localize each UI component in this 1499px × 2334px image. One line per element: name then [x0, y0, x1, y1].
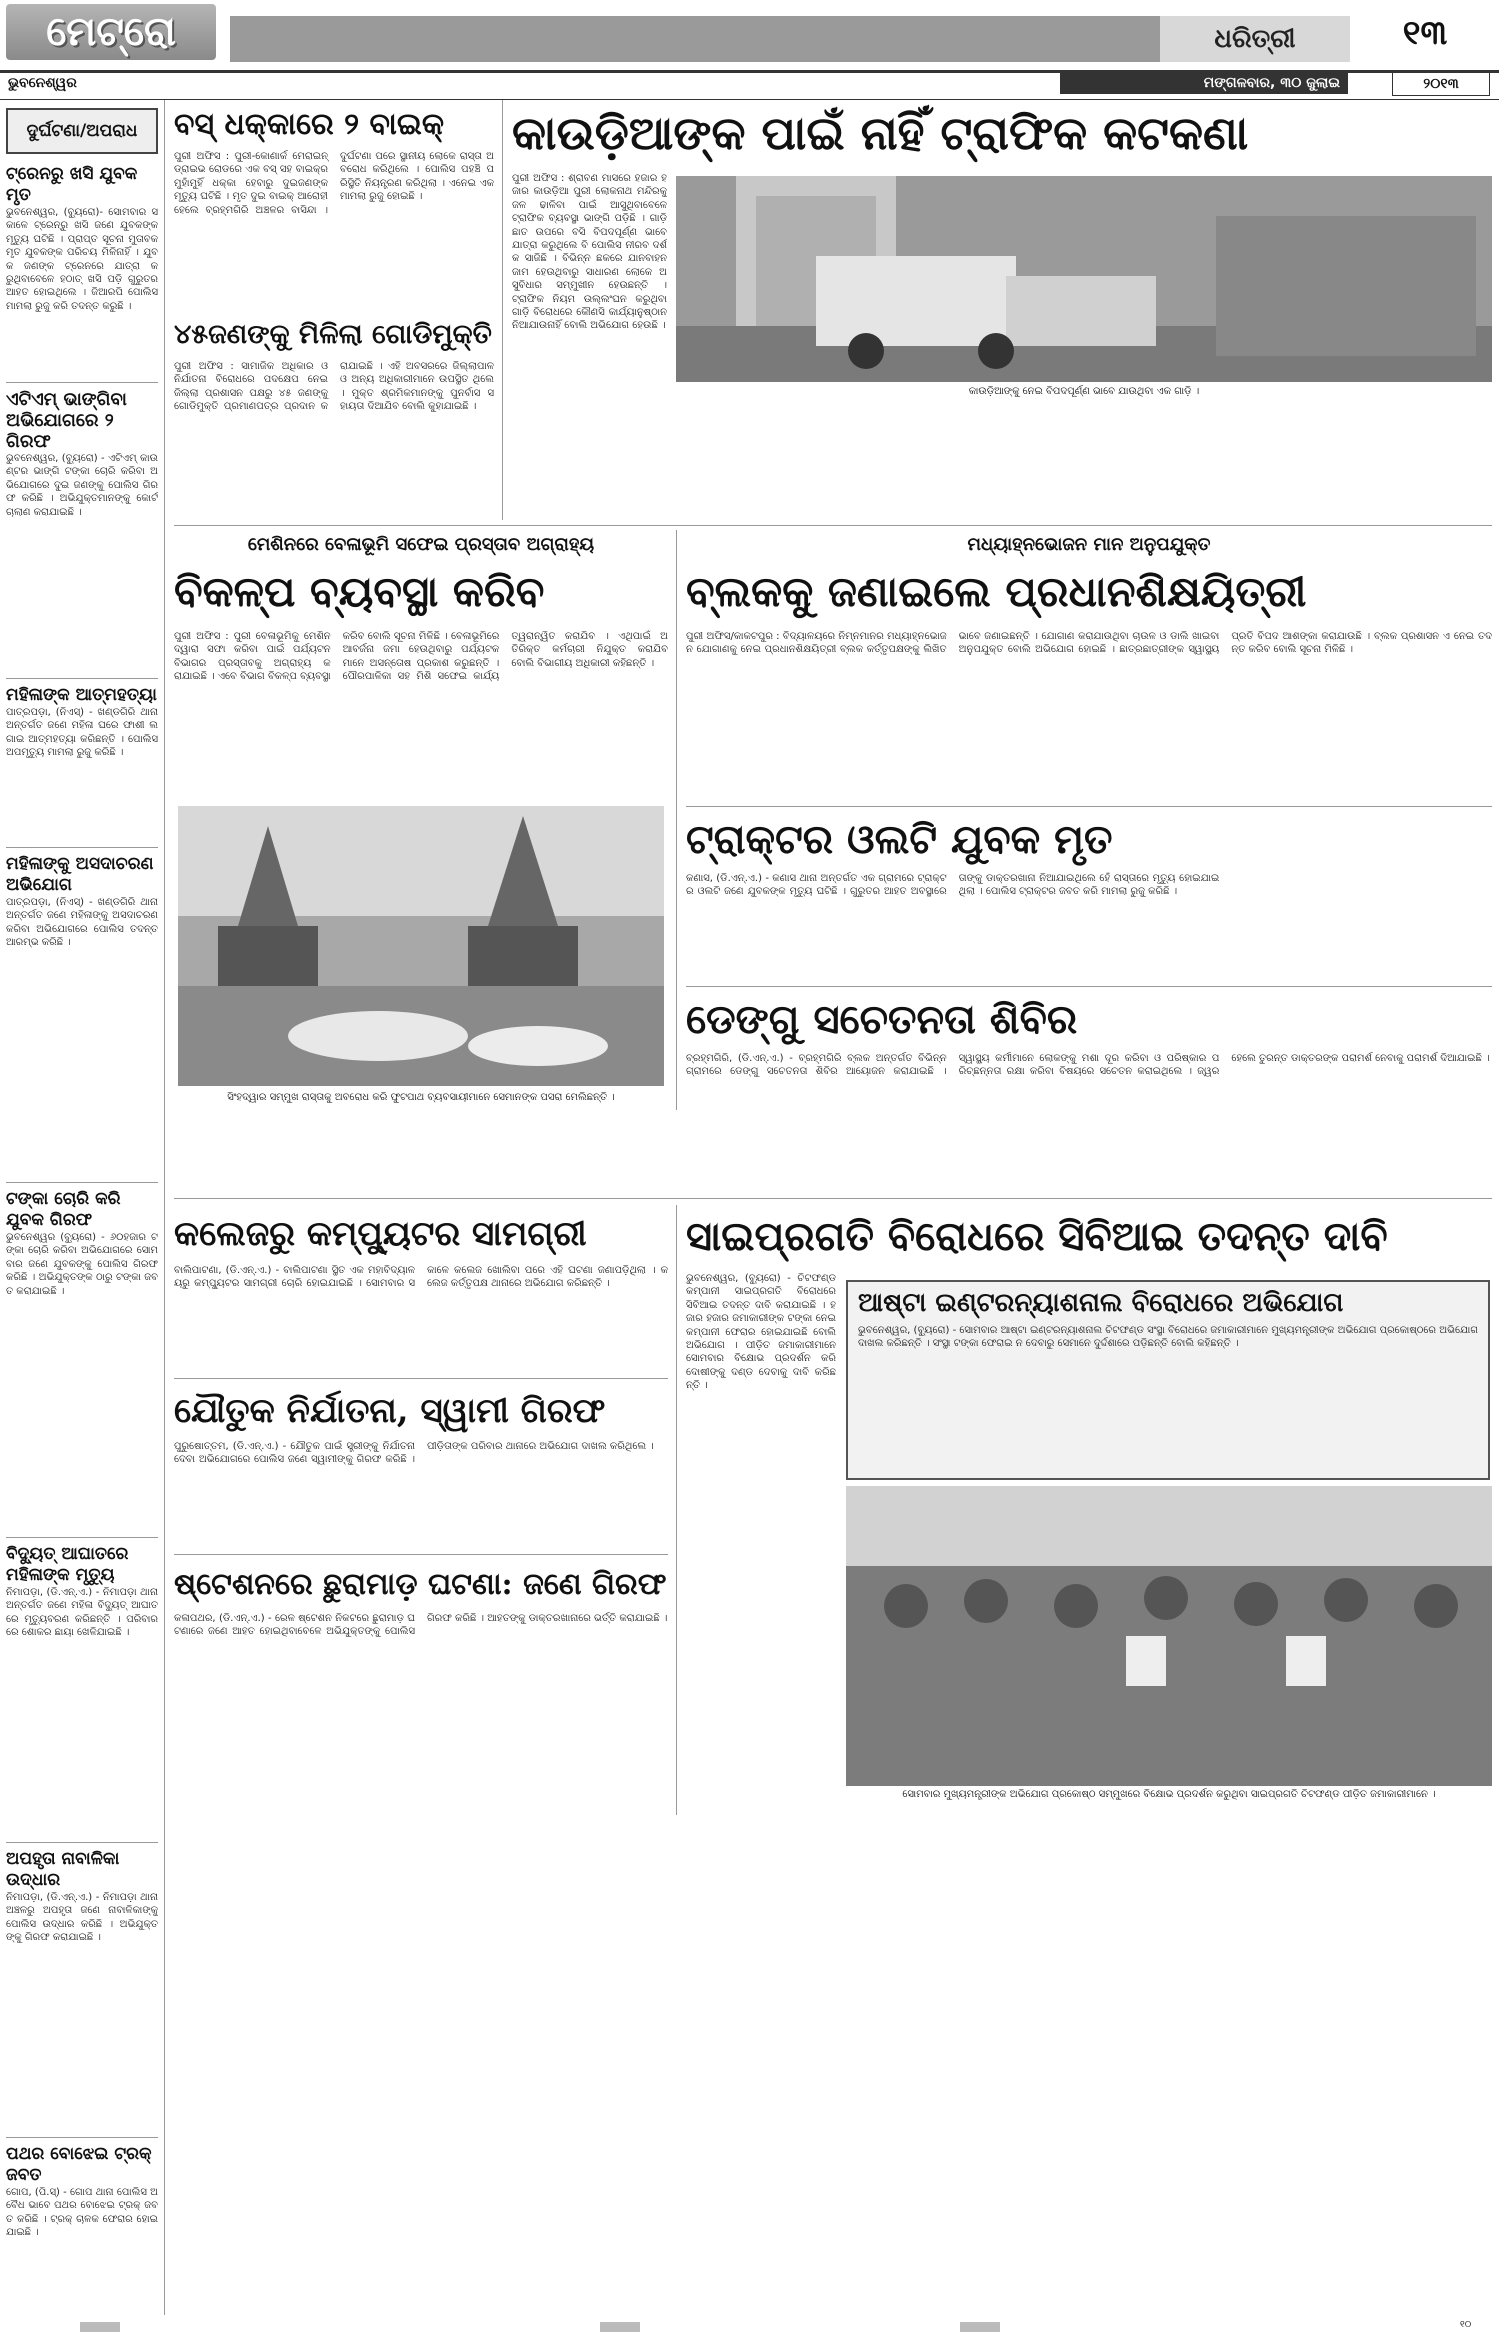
- story-kanwar: [512, 100, 1492, 166]
- tourism-headline: ବିକଳ୍ପ ବ୍ୟବସ୍ଥା କରିବ: [174, 567, 545, 616]
- cbi-headline: ସାଇପ୍ରଗତି ବିରୋଧରେ ସିବିଆଇ ତଦନ୍ତ ଦାବି: [686, 1213, 1388, 1260]
- story-body: ଭୁବନେଶ୍ୱର, (ବ୍ୟୁରୋ)- ସୋମବାର ସକାଳେ ଟ୍ରେନ୍‌ରୁ ଖସି ଜଣେ ଯୁବକଙ୍କ ମୃତ୍ୟୁ ଘଟିଛି । ପ୍ରାପ୍ତ ସୂଚନା ମୁତାବକ ମୃତ ଯୁବକଙ୍କ ପରିଚୟ ମିଳିନାହିଁ । ଯୁବକ ଜଣଙ୍କ ଟ୍ରେନରେ ଯାତ୍ରା କରୁଥିବାବେଳେ ହଠାତ୍ ଖସି ପଡ଼ି ଗୁରୁତର ଆହତ ହୋଇଥିଲେ । ଜିଆରପି ପୋଲିସ ମାମଲା ରୁଜୁ କରି ତଦନ୍ତ କରୁଛି ।: [6, 207, 158, 312]
- story-body: ଗୋପ, (ପି.ସ୍) - ଗୋପ ଥାନା ପୋଲିସ ଅବୈଧ ଭାବେ ପଥର ବୋଝେଇ ଟ୍ରକ୍ ଜବତ କରିଛି । ଟ୍ରକ୍ ଚାଳକ ଫେରାର ହୋଇଯାଇଛି ।: [6, 2187, 158, 2239]
- protest-photo: [846, 1486, 1492, 1786]
- page-footer: [0, 2320, 1499, 2334]
- computer-theft-body: ବାଲିପାଟଣା, (ଡି.ଏନ୍.ଏ.) - ବାଲିପାଟଣା ସ୍ଥିତ ଏକ ମହାବିଦ୍ୟାଳୟରୁ କମ୍ପ୍ୟୁଟର ସାମଗ୍ରୀ ଚୋରି ହୋଇଯାଇଛି । ସୋମବାର ସକାଳେ କଲେଜ ଖୋଲିବା ପରେ ଏହି ଘଟଣା ଜଣାପଡ଼ିଥିଲା । କଲେଜ କର୍ତ୍ତୃପକ୍ଷ ଥାନାରେ ଅଭିଯୋଗ କରିଛନ୍ତି ।: [174, 1265, 668, 1290]
- divider: [174, 1198, 1492, 1199]
- divider: [686, 986, 1492, 987]
- computer-theft-headline: କଲେଜରୁ କମ୍ପ୍ୟୁଟର ସାମଗ୍ରୀ: [174, 1214, 587, 1254]
- left-story-1: [6, 164, 158, 376]
- left-story-2: [6, 389, 158, 672]
- left-story-7: [6, 1849, 158, 2131]
- midday-meal-kicker: ମଧ୍ୟାହ୍ନଭୋଜନ ମାନ ଅନୁପଯୁକ୍ତ: [967, 534, 1211, 555]
- left-story-5: [6, 1189, 158, 1531]
- photo-illustration: [846, 1486, 1492, 1786]
- story-kanwar-body-continued: [676, 406, 1492, 509]
- story-body: ନିମାପଡ଼ା, (ଡି.ଏନ୍.ଏ.) - ନିମାପଡ଼ା ଥାନା ଅଞ୍ଚଳରୁ ଅପହୃତା ଜଣେ ନାବାଳିକାଙ୍କୁ ପୋଲିସ ଉଦ୍ଧାର କରିଛି । ଅଭିଯୁକ୍ତଙ୍କୁ ଗିରଫ କରାଯାଇଛି ।: [6, 1892, 158, 1944]
- story-body: ପାତ୍ରପଡ଼ା, (ନିଏସ୍) - ଖଣ୍ଡଗିରି ଥାନା ଅନ୍ତର୍ଗତ ଜଣେ ମହିଳାଙ୍କୁ ଅସଦାଚରଣ କରିବା ଅଭିଯୋଗରେ ପୋଲିସ ତଦନ୍ତ ଆରମ୍ଭ କରିଛି ।: [6, 897, 158, 949]
- city-name: ଭୁବନେଶ୍ୱର: [8, 75, 77, 91]
- dengue-body: ବ୍ରହ୍ମଗିରି, (ଡି.ଏନ୍.ଏ.) - ବ୍ରହ୍ମଗିରି ବ୍ଲକ ଅନ୍ତର୍ଗତ ବିଭିନ୍ନ ଗ୍ରାମରେ ଡେଙ୍ଗୁ ସଚେତନତା ଶିବିର ଆୟୋଜନ କରାଯାଇଛି । ସ୍ୱାସ୍ଥ୍ୟ କର୍ମୀମାନେ ଲୋକଙ୍କୁ ମଶା ଦୂର କରିବା ଓ ପରିଷ୍କାର ପରିଚ୍ଛନ୍ନତା ରକ୍ଷା କରିବା ବିଷୟରେ ସଚେତନ କରାଇଥିଲେ । ଜ୍ୱର ହେଲେ ତୁରନ୍ତ ଡାକ୍ତରଙ୍କ ପରାମର୍ଶ ନେବାକୁ ପରାମର୍ଶ ଦିଆଯାଇଛି ।: [686, 1053, 1490, 1078]
- divider: [686, 806, 1492, 807]
- masthead: [0, 0, 1499, 100]
- divider: [174, 1378, 668, 1379]
- photo-illustration: [178, 806, 664, 1086]
- cbi-body: ଭୁବନେଶ୍ୱର, (ବ୍ୟୁରୋ) - ଚିଟଫଣ୍ଡ କମ୍ପାନୀ ସାଇପ୍ରଗତି ବିରୋଧରେ ସିବିଆଇ ତଦନ୍ତ ଦାବି କରାଯାଇଛି । ହଜାର ହଜାର ଜମାକାରୀଙ୍କ ଟଙ୍କା ନେଇ କମ୍ପାନୀ ଫେରାର ହୋଇଯାଇଛି ବୋଲି ଅଭିଯୋଗ । ପୀଡ଼ିତ ଜମାକାରୀମାନେ ସୋମବାର ବିକ୍ଷୋଭ ପ୍ରଦର୍ଶନ କରି ଦୋଷୀଙ୍କୁ ଦଣ୍ଡ ଦେବାକୁ ଦାବି କରିଛନ୍ତି ।: [686, 1273, 836, 1392]
- dowry-body: ପୁରୁଷୋତ୍ତମ, (ଡି.ଏନ୍.ଏ.) - ଯୌତୁକ ପାଇଁ ସ୍ତ୍ରୀଙ୍କୁ ନିର୍ଯାତନା ଦେବା ଅଭିଯୋଗରେ ପୋଲିସ ଜଣେ ସ୍ୱାମୀଙ୍କୁ ଗିରଫ କରିଛି । ପୀଡ଼ିତାଙ୍କ ପରିବାର ଥାନାରେ ଅଭିଯୋଗ ଦାଖଲ କରିଥିଲେ ।: [174, 1441, 654, 1466]
- divider: [6, 847, 158, 848]
- column-rule: [676, 530, 677, 1110]
- story-body: ଭୁବନେଶ୍ୱର (ବ୍ୟୁରୋ) - ୬୦ହଜାର ଟଙ୍କା ଚୋରି କରିବା ଅଭିଯୋଗରେ ସୋମବାର ଜଣେ ଯୁବକଙ୍କୁ ପୋଲିସ ଗିରଫ କରିଛି । ଅଭିଯୁକ୍ତଙ୍କ ଠାରୁ ଟଙ୍କା ଜବତ କରାଯାଇଛି ।: [6, 1232, 158, 1297]
- column-rule: [164, 100, 165, 2315]
- story-body: ଭୁବନେଶ୍ୱର, (ବ୍ୟୁରୋ) - ଏଟିଏମ୍ କାଉଣ୍ଟର ଭାଙ୍ଗି ଟଙ୍କା ଚୋରି କରିବା ଅଭିଯୋଗରେ ଦୁଇ ଜଣଙ୍କୁ ପୋଲିସ ଗିରଫ କରିଛି । ଅଭିଯୁକ୍ତମାନଙ୍କୁ କୋର୍ଟ ଚାଲାଣ କରାଯାଇଛି ।: [6, 453, 158, 518]
- divider: [6, 2137, 158, 2138]
- story-certificate: [174, 310, 494, 525]
- story-headline: ଟ୍ରେନରୁ ଖସି ଯୁବକ ମୃତ: [6, 164, 138, 205]
- left-news-column: [6, 108, 158, 2318]
- protest-photo-caption: ସୋମବାର ମୁଖ୍ୟମନ୍ତ୍ରୀଙ୍କ ଅଭିଯୋଗ ପ୍ରକୋଷ୍ଠ ସମ୍ମୁଖରେ ବିକ୍ଷୋଭ ପ୍ରଦର୍ଶନ କରୁଥିବା ସାଇପ୍ରଗତି ଚିଟଫଣ୍ଡ ପୀଡ଼ିତ ଜମାକାରୀମାନେ ।: [902, 1789, 1436, 1800]
- photo-illustration: [676, 176, 1492, 382]
- dowry-headline: ଯୌତୁକ ନିର୍ଯାତନା, ସ୍ୱାମୀ ଗିରଫ: [174, 1391, 606, 1431]
- story-headline: ବିଦ୍ୟୁତ୍ ଆଘାତରେ ମହିଳାଙ୍କ ମୃତ୍ୟୁ: [6, 1544, 129, 1585]
- left-story-8: [6, 2144, 158, 2276]
- divider: [174, 1554, 668, 1555]
- divider: [6, 1842, 158, 1843]
- story-body: ପୁରୀ ଅଫିସ : ସାମାଜିକ ଅଧିକାର ଓ ନିର୍ଯାତନା ବିରୋଧରେ ପଦକ୍ଷେପ ନେଇ ଜିଲ୍ଲା ପ୍ରଶାସନ ପକ୍ଷରୁ ୪୫ ଜଣଙ୍କୁ ଗୋଡିମୁକ୍ତି ପ୍ରମାଣପତ୍ର ପ୍ରଦାନ କରାଯାଇଛି । ଏହି ଅବସରରେ ଜିଲ୍ଲାପାଳ ଓ ଅନ୍ୟ ଅଧିକାରୀମାନେ ଉପସ୍ଥିତ ଥିଲେ । ମୁକ୍ତ ଶ୍ରମିକମାନଙ୍କୁ ପୁନର୍ବାସ ସହାୟତା ଦିଆଯିବ ବୋଲି କୁହାଯାଇଛି ।: [174, 361, 494, 413]
- issue-date: ମଙ୍ଗଳବାର, ୩୦ ଜୁଲାଇ: [1060, 72, 1348, 94]
- divider: [174, 525, 1492, 526]
- asta-body: ଭୁବନେଶ୍ୱର, (ବ୍ୟୁରୋ) - ସୋମବାର ଆଷ୍ଟା ଇଣ୍ଟରନ୍ୟାଶନାଲ ଚିଟଫଣ୍ଡ ସଂସ୍ଥା ବିରୋଧରେ ଜମାକାରୀମାନେ ମୁଖ୍ୟମନ୍ତ୍ରୀଙ୍କ ଅଭିଯୋଗ ପ୍ରକୋଷ୍ଠରେ ଅଭିଯୋଗ ଦାଖଲ କରିଛନ୍ତି । ସଂସ୍ଥା ଟଙ୍କା ଫେରାଇ ନ ଦେବାରୁ ସେମାନେ ଦୁର୍ଦ୍ଦଶାରେ ପଡ଼ିଛନ୍ତି ବୋଲି କହିଛନ୍ତି ।: [858, 1325, 1478, 1350]
- story-kanwar-body: ପୁରୀ ଅଫିସ : ଶ୍ରାବଣ ମାସରେ ହଜାର ହଜାର କାଉଡ଼ିଆ ପୁରୀ ଲୋକନାଥ ମନ୍ଦିରକୁ ଜଳ ଢାଳିବା ପାଇଁ ଆସୁଥିବାବେଳେ ଟ୍ରାଫିକ ବ୍ୟବସ୍ଥା ଭାଙ୍ଗି ପଡ଼ିଛି । ଗାଡ଼ି ଛାତ ଉପରେ ବସି ବିପଦପୂର୍ଣ୍ଣ ଭାବେ ଯାତ୍ରା କରୁଥିଲେ ବି ପୋଲିସ ନୀରବ ଦର୍ଶକ ସାଜିଛି । ବିଭିନ୍ନ ଛକରେ ଯାନବାହନ ଜାମ ହେଉଥିବାରୁ ସାଧାରଣ ଲୋକେ ଅସୁବିଧାର ସମ୍ମୁଖୀନ ହେଉଛନ୍ତି । ଟ୍ରାଫିକ ନିୟମ ଉଲ୍ଲଂଘନ କରୁଥିବା ଗାଡ଼ି ବିରୋଧରେ କୌଣସି କାର୍ଯ୍ୟାନୁଷ୍ଠାନ ନିଆଯାଉନାହିଁ ବୋଲି ଅଭିଯୋଗ ହେଉଛି ।: [512, 173, 667, 332]
- knife-attack-headline: ଷ୍ଟେଶନରେ ଛୁରାମାଡ଼ ଘଟଣା: ଜଣେ ଗିରଫ: [174, 1567, 667, 1602]
- left-story-4: [6, 854, 158, 1176]
- temple-photo-caption: ସିଂହଦ୍ୱାର ସମ୍ମୁଖ ରାସ୍ତାକୁ ଅବରୋଧ କରି ଫୁଟପାଥ ବ୍ୟବସାୟୀମାନେ ସେମାନଙ୍କ ପସରା ମେଲିଛନ୍ତି ।: [227, 1092, 615, 1103]
- footer-mark: [960, 2322, 1000, 2332]
- divider: [6, 678, 158, 679]
- column-rule: [502, 100, 503, 520]
- issue-year: ୨୦୧୩: [1392, 72, 1490, 96]
- midday-meal-headline: ବ୍ଲକକୁ ଜଣାଇଲେ ପ୍ରଧାନଶିକ୍ଷୟିତ୍ରୀ: [686, 567, 1307, 616]
- left-story-6: [6, 1544, 158, 1836]
- midday-meal-body: ପୁରୀ ଅଫିସ/କାକଟପୁର : ବିଦ୍ୟାଳୟରେ ନିମ୍ନମାନର ମଧ୍ୟାହ୍ନଭୋଜନ ଯୋଗାଣକୁ ନେଇ ପ୍ରଧାନଶିକ୍ଷୟିତ୍ରୀ ବ୍ଲକ କର୍ତ୍ତୃପକ୍ଷଙ୍କୁ ଲିଖିତ ଭାବେ ଜଣାଇଛନ୍ତି । ଯୋଗାଣ କରାଯାଉଥିବା ଚାଉଳ ଓ ଡାଲି ଖାଇବା ଅନୁପଯୁକ୍ତ ବୋଲି ଅଭିଯୋଗ ହୋଇଛି । ଛାତ୍ରଛାତ୍ରୀଙ୍କ ସ୍ୱାସ୍ଥ୍ୟ ପ୍ରତି ବିପଦ ଆଶଙ୍କା କରାଯାଉଛି । ବ୍ଲକ ପ୍ରଶାସନ ଏ ନେଇ ତଦନ୍ତ କରିବ ବୋଲି ସୂଚନା ମିଳିଛି ।: [686, 631, 1492, 656]
- tractor-body: କଣାସ, (ଡି.ଏନ୍.ଏ.) - କଣାସ ଥାନା ଅନ୍ତର୍ଗତ ଏକ ଗ୍ରାମରେ ଟ୍ରାକ୍ଟର ଓଲଟି ଜଣେ ଯୁବକଙ୍କ ମୃତ୍ୟୁ ଘଟିଛି । ଗୁରୁତର ଆହତ ଅବସ୍ଥାରେ ତାଙ୍କୁ ଡାକ୍ତରଖାନା ନିଆଯାଇଥିଲେ ହେଁ ରାସ୍ତାରେ ମୃତ୍ୟୁ ହୋଇଯାଇଥିଲା । ପୋଲିସ ଟ୍ରାକ୍ଟର ଜବତ କରି ମାମଲା ରୁଜୁ କରିଛି ।: [686, 873, 1220, 898]
- kanwar-vehicle-photo: [676, 176, 1492, 382]
- story-bike: [174, 100, 494, 345]
- tourism-kicker: ମେଶିନରେ ବେଳାଭୂମି ସଫେଇ ପ୍ରସ୍ତାବ ଅଗ୍ରାହ୍ୟ: [247, 534, 595, 555]
- tourism-body: ପୁରୀ ଅଫିସ : ପୁରୀ ବେଳାଭୂମିକୁ ମେଶିନ ଦ୍ୱାରା ସଫା କରିବା ପାଇଁ ପର୍ଯ୍ୟଟନ ବିଭାଗର ପ୍ରସ୍ତାବକୁ ଅଗ୍ରାହ୍ୟ କରାଯାଇଛି । ଏବେ ବିଭାଗ ବିକଳ୍ପ ବ୍ୟବସ୍ଥା କରିବ ବୋଲି ସୂଚନା ମିଳିଛି । ବେଳାଭୂମିରେ ଆବର୍ଜନା ଜମା ହେଉଥିବାରୁ ପର୍ଯ୍ୟଟକମାନେ ଅସନ୍ତୋଷ ପ୍ରକାଶ କରୁଛନ୍ତି । ପୌରପାଳିକା ସହ ମିଶି ସଫେଇ କାର୍ଯ୍ୟ ତ୍ୱରାନ୍ୱିତ କରାଯିବ । ଏଥିପାଇଁ ଅତିରିକ୍ତ କର୍ମଚାରୀ ନିଯୁକ୍ତ କରାଯିବ ବୋଲି ବିଭାଗୀୟ ଅଧିକାରୀ କହିଛନ୍ତି ।: [174, 631, 668, 683]
- story-body: ପାତ୍ରପଡ଼ା, (ନିଏସ୍) - ଖଣ୍ଡଗିରି ଥାନା ଅନ୍ତର୍ଗତ ଜଣେ ମହିଳା ଘରେ ଫାଶୀ ଲଗାଇ ଆତ୍ମହତ୍ୟା କରିଛନ୍ତି । ପୋଲିସ ଅପମୃତ୍ୟୁ ମାମଲା ରୁଜୁ କରିଛି ।: [6, 707, 158, 759]
- story-body: ନିମାପଡ଼ା, (ଡି.ଏନ୍.ଏ.) - ନିମାପଡ଼ା ଥାନା ଅନ୍ତର୍ଗତ ଜଣେ ମହିଳା ବିଦ୍ୟୁତ୍ ଆଘାତରେ ମୃତ୍ୟୁବରଣ କରିଛନ୍ତି । ପରିବାରରେ ଶୋକର ଛାୟା ଖେଳିଯାଇଛି ।: [6, 1587, 158, 1639]
- page-folio: ୧୦: [1460, 2320, 1472, 2330]
- story-headline: ପଥର ବୋଝେଇ ଟ୍ରକ୍ ଜବତ: [6, 2144, 152, 2185]
- column-rule: [676, 1205, 677, 1815]
- story-headline: ବସ୍ ଧକ୍କାରେ ୨ ବାଇକ୍: [174, 107, 444, 142]
- page-number: ୧୩: [1402, 13, 1448, 53]
- story-headline: ଟଙ୍କା ଚୋରି କରି ଯୁବକ ଗିରଫ: [6, 1189, 121, 1230]
- divider: [6, 382, 158, 383]
- temple-chariot-photo: [178, 806, 664, 1086]
- footer-mark: [80, 2322, 120, 2332]
- story-headline: ଏଟିଏମ୍ ଭାଙ୍ଗିବା ଅଭିଯୋଗରେ ୨ ଗିରଫ: [6, 389, 127, 452]
- story-headline: କାଉଡ଼ିଆଙ୍କ ପାଇଁ ନାହିଁ ଟ୍ରାଫିକ କଟକଣା: [512, 106, 1249, 160]
- section-name: ଧରିତ୍ରୀ: [1160, 16, 1350, 62]
- story-headline: ୪୫ଜଣଙ୍କୁ ମିଳିଲା ଗୋଡିମୁକ୍ତି: [174, 319, 492, 350]
- story-headline: ଅପହୃତା ନାବାଳିକା ଉଦ୍ଧାର: [6, 1849, 120, 1890]
- divider: [6, 1537, 158, 1538]
- asta-box: [846, 1280, 1490, 1480]
- footer-mark: [600, 2322, 640, 2332]
- left-column-label: ଦୁର୍ଘଟଣା/ଅପରାଧ: [6, 108, 158, 154]
- kanwar-photo-caption: କାଉଡ଼ିଆଙ୍କୁ ନେଇ ବିପଦପୂର୍ଣ୍ଣ ଭାବେ ଯାଉଥିବା ଏକ ଗାଡ଼ି ।: [968, 386, 1200, 397]
- masthead-logo: ମେଟ୍ରୋ: [6, 4, 216, 60]
- knife-attack-body: କଳାପଥର, (ଡି.ଏନ୍.ଏ.) - ରେଳ ଷ୍ଟେଶନ ନିକଟରେ ଛୁରାମାଡ଼ ଘଟଣାରେ ଜଣେ ଆହତ ହୋଇଥିବାବେଳେ ଅଭିଯୁକ୍ତଙ୍କୁ ପୋଲିସ ଗିରଫ କରିଛି । ଆହତଙ୍କୁ ଡାକ୍ତରଖାନାରେ ଭର୍ତ୍ତି କରାଯାଇଛି ।: [174, 1613, 668, 1638]
- asta-headline: ଆଷ୍ଟା ଇଣ୍ଟରନ୍ୟାଶନାଲ ବିରୋଧରେ ଅଭିଯୋଗ: [858, 1288, 1344, 1318]
- dengue-headline: ଡେଙ୍ଗୁ ସଚେତନତା ଶିବିର: [686, 996, 1078, 1043]
- story-body: ପୁରୀ ଅଫିସ : ପୁରୀ-କୋଣାର୍କ ମେରାଇନ୍ ଡ୍ରାଇଭ ରୋଡରେ ଏକ ବସ୍ ସହ ବାଇକ୍‌ର ମୁହାଁମୁହିଁ ଧକ୍କା ହେବାରୁ ଦୁଇଜଣଙ୍କ ମୃତ୍ୟୁ ଘଟିଛି । ମୃତ ଦୁଇ ବାଇକ୍ ଆରୋହୀ ହେଲେ ବ୍ରହ୍ମଗିରି ଅଞ୍ଚଳର ବାସିନ୍ଦା । ଦୁର୍ଘଟଣା ପରେ ସ୍ଥାନୀୟ ଲୋକେ ରାସ୍ତା ଅବରୋଧ କରିଥିଲେ । ପୋଲିସ ପହଞ୍ଚି ପରିସ୍ଥିତି ନିୟନ୍ତ୍ରଣ କରିଥିଲା । ଏନେଇ ଏକ ମାମଲା ରୁଜୁ ହୋଇଛି ।: [174, 151, 494, 216]
- story-headline: ମହିଳାଙ୍କ ଆତ୍ମହତ୍ୟା: [6, 685, 157, 705]
- story-headline: ମହିଳାଙ୍କୁ ଅସଦାଚରଣ ଅଭିଯୋଗ: [6, 854, 154, 895]
- divider: [6, 1182, 158, 1183]
- left-story-3: [6, 685, 158, 841]
- tractor-headline: ଟ୍ରାକ୍ଟର ଓଲଟି ଯୁବକ ମୃତ: [686, 816, 1113, 863]
